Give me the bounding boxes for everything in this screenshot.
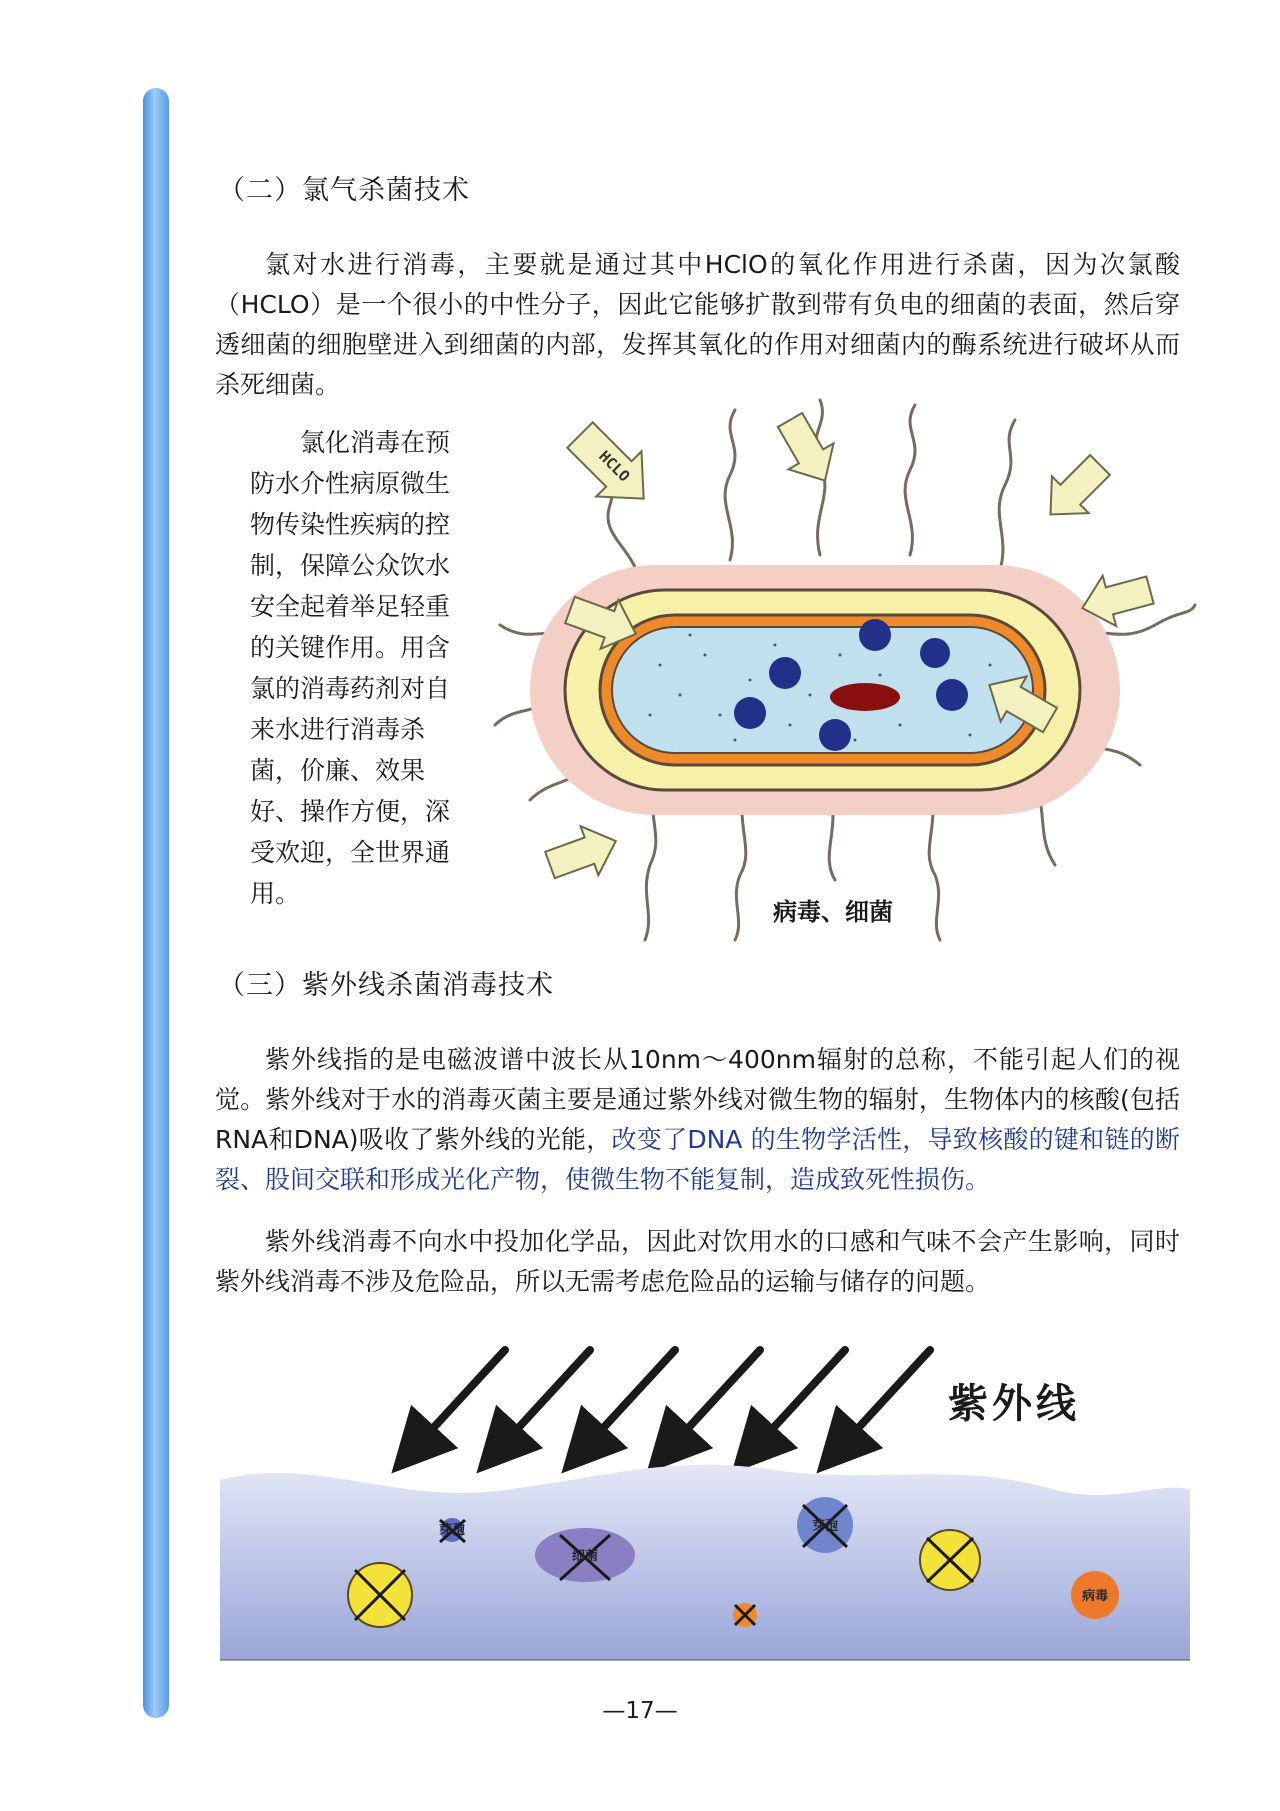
section-heading-uv: （三）紫外线杀菌消毒技术 bbox=[218, 970, 554, 1001]
page-number: —17— bbox=[602, 1698, 678, 1724]
uv-label: 紫外线 bbox=[948, 1381, 1080, 1427]
microbe-label: 芽孢 bbox=[811, 1519, 839, 1534]
uv-definition-text: 紫外线指的是电磁波谱中波长从10nm～400nm辐射的总称，不能引起人们的视觉。紫外线对于水的消毒灭菌主要是通过紫外线对微生物的辐射，生物体内的核酸(包括RNA和DNA)吸收了紫外线的光能， bbox=[215, 1045, 1180, 1154]
paragraph-chlorine-mechanism: 氯对水进行消毒，主要就是通过其中HClO的氧化作用进行杀菌，因为次氯酸（HCLO）是一个很小的中性分子，因此它能够扩散到带有负电的细菌的表面，然后穿透细菌的细胞壁进入到细菌的内部，发挥其氧化的作用对细菌内的酶系统进行破坏从而杀死细菌。 bbox=[215, 250, 1180, 399]
decorative-side-bar bbox=[143, 88, 169, 1718]
figure1-caption: 病毒、细菌 bbox=[773, 898, 893, 926]
uv-effect-highlight: 改变了DNA 的生物学活性，导致核酸的键和链的断裂、股间交联和形成光化产物，使微生物不能复制，造成致死性损伤。 bbox=[215, 1125, 1180, 1194]
paragraph-uv-advantages: 紫外线消毒不向水中投加化学品，因此对饮用水的口感和气味不会产生影响，同时紫外线消毒不涉及危险品，所以无需考虑危险品的运输与储存的问题。 bbox=[215, 1227, 1180, 1296]
microbe-label: 病毒 bbox=[1081, 1589, 1109, 1604]
section-heading-chlorine: （二）氯气杀菌技术 bbox=[218, 175, 470, 206]
microbe-label: 芽孢 bbox=[438, 1523, 466, 1538]
paragraph-chlorination-benefits: 氯化消毒在预防水介性病原微生物传染性疾病的控制，保障公众饮水安全起着举足轻重的关键作用。用含氯的消毒药剂对自来水进行消毒杀菌，价廉、效果好、操作方便，深受欢迎，全世界通用。 bbox=[250, 428, 451, 908]
paragraph-uv-definition bbox=[215, 1040, 1180, 1200]
microbe-label: 细菌 bbox=[571, 1549, 599, 1564]
bacteria-hclo-illustration bbox=[490, 395, 1200, 955]
hclo-label: HCLO bbox=[595, 447, 634, 486]
